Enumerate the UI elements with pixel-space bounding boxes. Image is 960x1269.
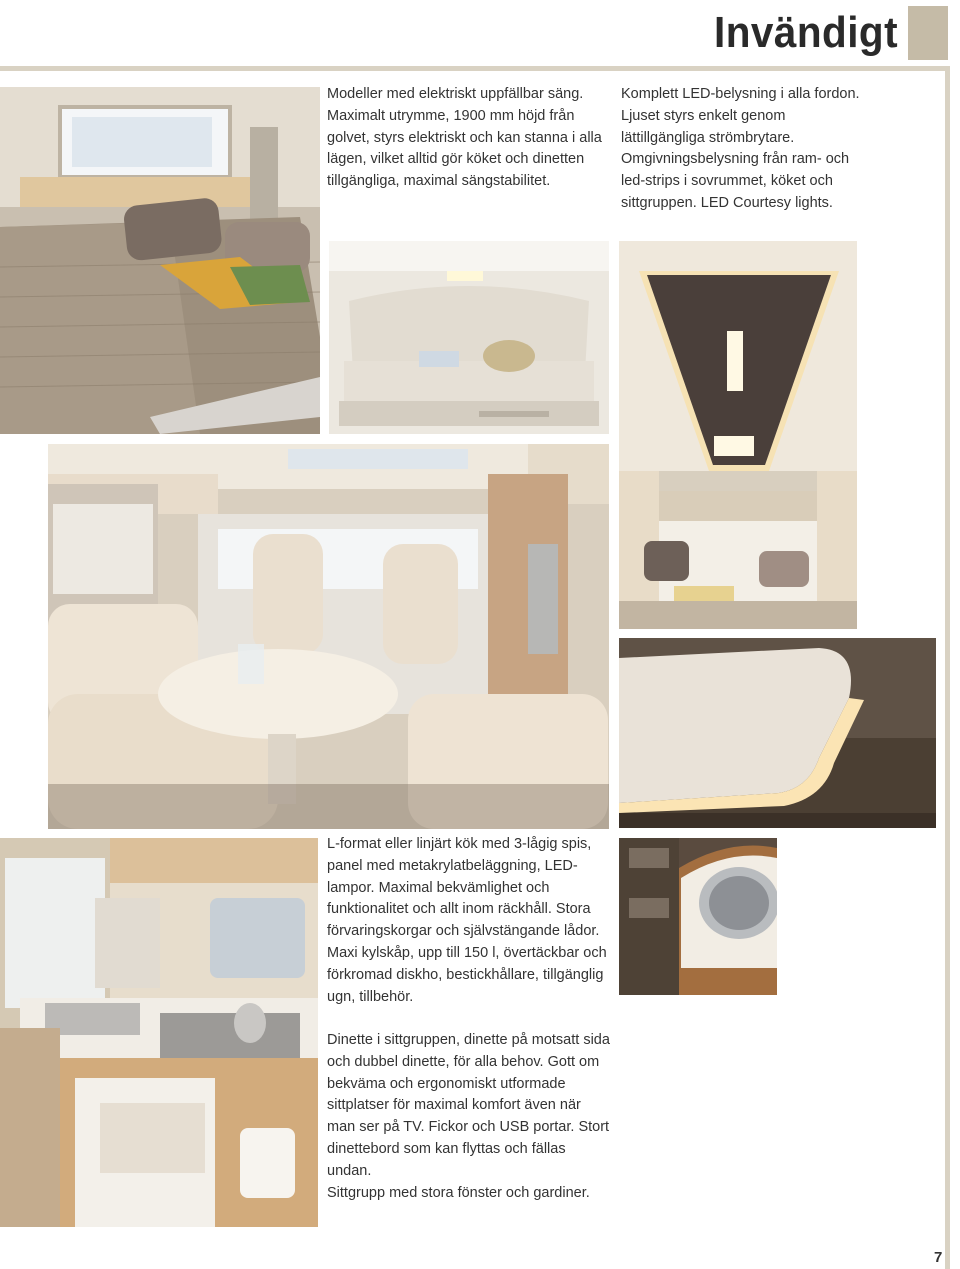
- page-frame-right: [945, 66, 950, 1269]
- photo-sink-detail: [619, 838, 777, 995]
- photo-led-ceiling: [619, 241, 857, 629]
- caption-led: Komplett LED-belysning i alla fordon. Ljuset styrs enkelt genom lättillgängliga strömbrytare. Omgivningsbelysning från ram- och led-strips i sovrummet, köket och sittgruppen. LED Courtesy lights.: [621, 86, 860, 211]
- photo-drop-down-bed: [0, 87, 320, 434]
- page-frame-top: [0, 66, 950, 71]
- title-accent-square: [908, 6, 948, 60]
- photo-alcove-bed: [329, 241, 609, 434]
- caption-dinette: Dinette i sittgruppen, dinette på motsatt sida och dubbel dinette, för alla behov. Gott om bekväma och ergonomiskt utformade sittplatser för maximal komfort även när man ser på TV. Fickor och USB portar. Stort dinettebord som kan flyttas och fällas undan. Sittgrupp med stora fönster och gardiner.: [327, 1032, 610, 1201]
- caption-bed: Modeller med elektriskt uppfällbar säng. Maximalt utrymme, 1900 mm höjd från golvet, styrs elektriskt och kan stanna i alla lägen, vilket alltid gör köket och dinetten tillgängliga, maximal sängstabilitet.: [327, 86, 602, 190]
- photo-table-led-edge: [619, 638, 936, 828]
- photo-kitchen: [0, 838, 318, 1227]
- page-number: 7: [934, 1249, 943, 1266]
- caption-kitchen: L-format eller linjärt kök med 3-lågig spis, panel med metakrylatbeläggning, LED-lampor. Maximal bekvämlighet och funktionalitet och allt inom räckhåll. Stora förvaringskorgar och självstängande lådor. Maxi kylskåp, upp till 150 l, övertäckbar och förkromad diskho, bestickhållare, tillgänglig ugn, tillbehör.: [327, 836, 607, 1005]
- photo-dinette: [48, 444, 609, 829]
- page-title: Invändigt: [713, 8, 898, 57]
